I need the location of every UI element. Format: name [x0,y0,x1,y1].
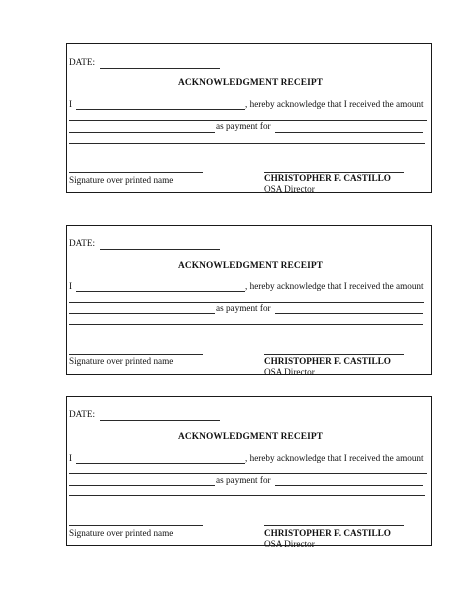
acknowledge-text: , hereby acknowledge that I received the amount [245,281,424,291]
director-title: OSA Director [264,184,315,194]
signature-line[interactable] [69,172,203,173]
amount-field-line-2[interactable] [69,313,215,314]
director-title: OSA Director [264,367,315,377]
i-label: I [69,281,73,291]
payment-purpose-field[interactable] [275,132,423,133]
director-title: OSA Director [264,539,315,549]
director-signature-line [264,354,404,355]
signature-line[interactable] [69,354,203,355]
date-label: DATE: [69,238,96,248]
signature-label: Signature over printed name [69,356,174,366]
recipient-name-field[interactable] [76,463,245,464]
director-signature-line [264,525,404,526]
recipient-name-field[interactable] [76,291,245,292]
amount-field-line-2[interactable] [69,132,215,133]
date-label: DATE: [69,409,96,419]
payment-for-text: as payment for [216,475,271,485]
payment-for-text: as payment for [216,121,271,131]
date-field[interactable] [100,68,220,69]
date-field[interactable] [100,420,220,421]
acknowledge-text: , hereby acknowledge that I received the amount [245,99,424,109]
signature-label: Signature over printed name [69,528,174,538]
i-label: I [69,99,73,109]
acknowledge-text: , hereby acknowledge that I received the amount [245,453,424,463]
receipt-title: ACKNOWLEDGMENT RECEIPT [178,261,324,271]
payment-purpose-field[interactable] [275,485,423,486]
payment-purpose-field-2[interactable] [69,324,423,325]
director-name: CHRISTOPHER F. CASTILLO [264,528,391,538]
payment-for-text: as payment for [216,303,271,313]
amount-field-line-2[interactable] [69,485,215,486]
date-field[interactable] [100,249,220,250]
payment-purpose-field-2[interactable] [69,495,425,496]
director-name: CHRISTOPHER F. CASTILLO [264,356,391,366]
director-name: CHRISTOPHER F. CASTILLO [264,173,391,183]
receipt-3 [66,396,432,549]
receipt-1 [66,43,432,193]
recipient-name-field[interactable] [76,109,245,110]
signature-label: Signature over printed name [69,175,174,185]
receipt-title: ACKNOWLEDGMENT RECEIPT [178,78,324,88]
signature-line[interactable] [69,525,203,526]
payment-purpose-field[interactable] [275,313,423,314]
receipt-title: ACKNOWLEDGMENT RECEIPT [178,432,324,442]
i-label: I [69,453,73,463]
date-label: DATE: [69,57,96,67]
amount-field-line[interactable] [69,473,427,474]
payment-purpose-field-2[interactable] [69,143,425,144]
receipt-2 [66,225,432,375]
